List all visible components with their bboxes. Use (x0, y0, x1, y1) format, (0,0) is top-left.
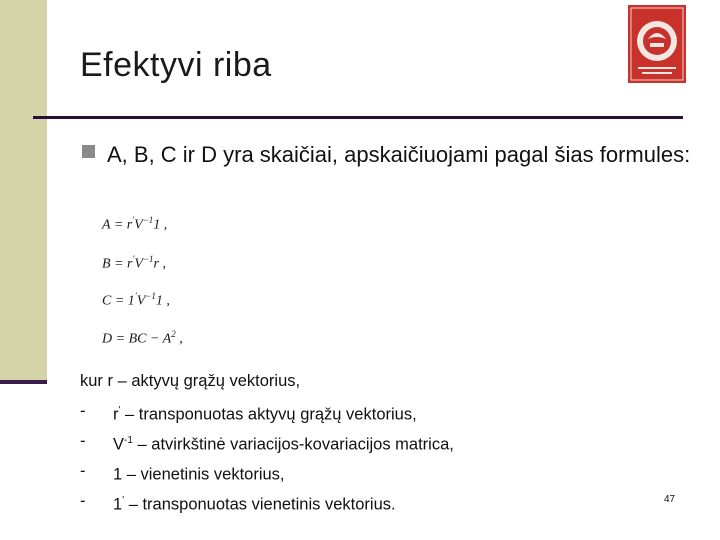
definition-item (80, 456, 640, 486)
university-seal-icon (628, 5, 686, 83)
dash-marker: - (80, 432, 86, 450)
square-bullet-icon (82, 145, 95, 158)
definitions-intro (80, 366, 640, 396)
formula-lhs: B (102, 256, 111, 272)
formula-a: $A = r'V^{-1}1$ , (102, 215, 168, 233)
formula-lhs: C (102, 293, 112, 309)
formula-end: , (175, 331, 183, 347)
formula-b: $B = r'V^{-1}r$ , (102, 254, 166, 272)
formula-exponent: −1 (145, 291, 156, 301)
formula-exponent: −1 (142, 254, 154, 264)
left-decor-line (0, 380, 47, 384)
dash-marker: - (80, 462, 86, 480)
definition-text: 1' – transponuotas vienetinis vektorius. (113, 495, 396, 514)
formula-rhs: = r (114, 256, 133, 272)
formula-rhs: = r (113, 217, 133, 233)
definition-text: r' – transponuotas aktyvų grąžų vektorius, (113, 405, 417, 424)
formula-matrix: V (134, 217, 143, 233)
bullet-text: A, B, C ir D yra skaičiai, apskaičiuojami pagal šias formules: (107, 142, 691, 167)
definition-text: 1 – vienetinis vektorius, (113, 465, 285, 484)
formula-lhs: A (102, 217, 111, 233)
definition-text: $V^{-1}$ – atvirkštinė variacijos-kovariacijos matrica, (113, 435, 454, 454)
formula-exponent: 2 (171, 329, 176, 339)
dash-marker: - (80, 492, 86, 510)
dash-marker: - (80, 402, 86, 420)
formula-matrix: V (134, 256, 143, 272)
formula-end: 1 , (153, 217, 168, 233)
formula-exponent: −1 (142, 215, 154, 225)
formula-c: $C = 1'V^{-1}1$ , (102, 291, 170, 309)
left-decor-bar (0, 0, 47, 383)
bullet-item (82, 138, 702, 171)
definitions-block (80, 366, 640, 516)
formula-d (102, 329, 183, 348)
page-number: 47 (664, 494, 676, 505)
title-divider (33, 116, 683, 119)
formula-matrix: V (136, 293, 146, 309)
definition-item (80, 396, 640, 426)
formula-rhs: = 1 (114, 293, 135, 309)
formula-end: r , (153, 256, 166, 272)
formula-lhs: D (102, 331, 113, 347)
slide-title: Efektyvi riba (80, 46, 272, 84)
formula-end: 1 , (155, 293, 170, 309)
definitions-intro-text: kur r – aktyvų grąžų vektorius, (80, 372, 301, 390)
definition-item (80, 486, 640, 516)
definition-item (80, 426, 640, 456)
formula-rhs: = BC − A (115, 331, 172, 347)
